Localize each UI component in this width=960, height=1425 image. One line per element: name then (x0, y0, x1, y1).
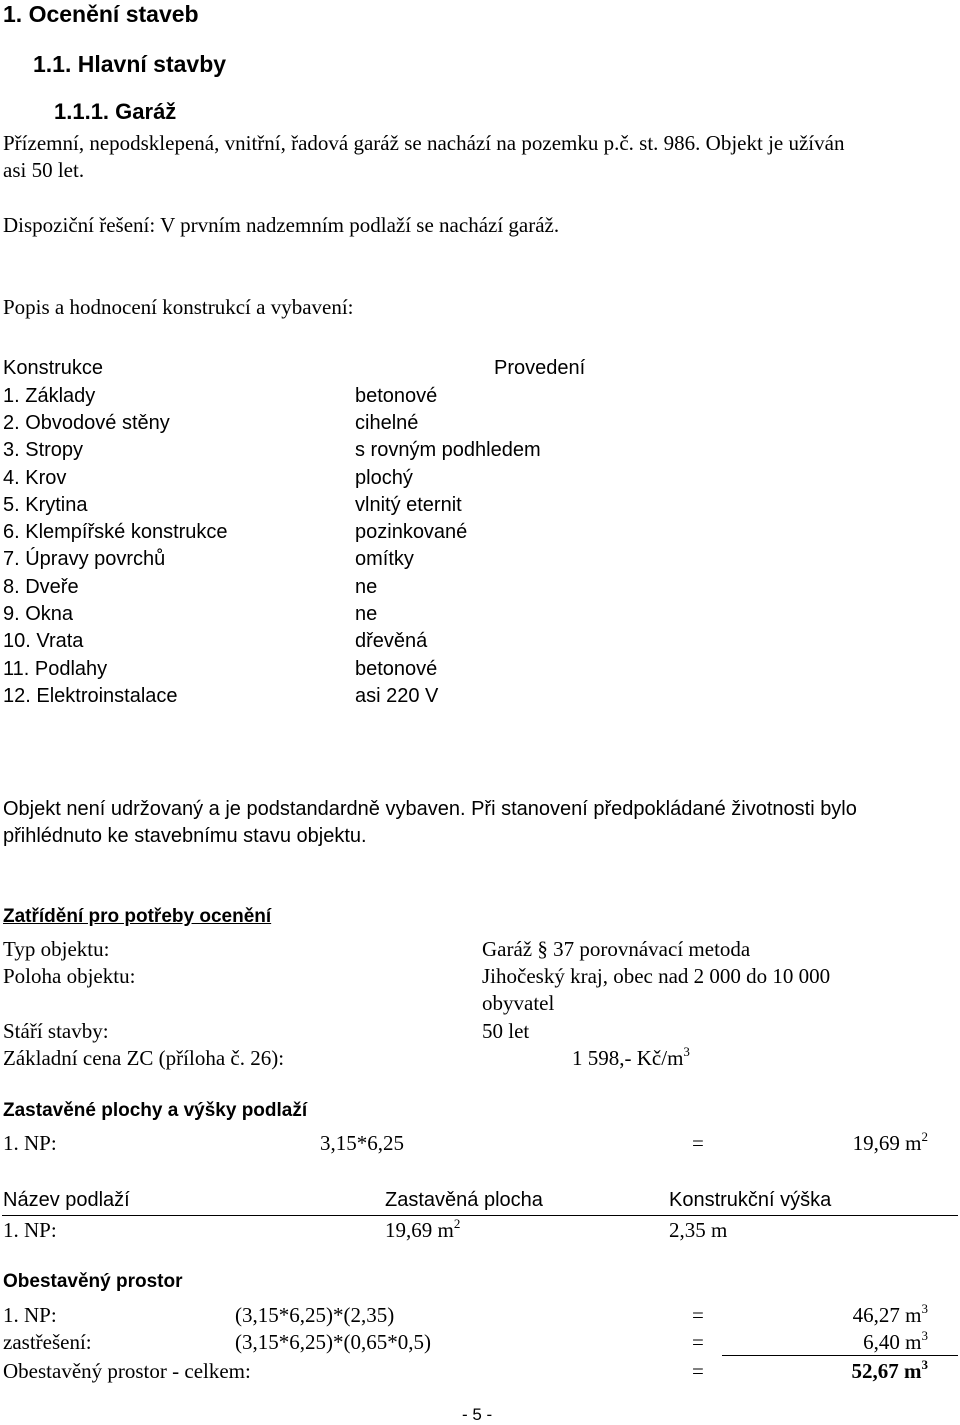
disposition-text: Dispoziční řešení: V prvním nadzemním podlaží se nachází garáž. (3, 213, 560, 237)
construction-value: betonové (355, 658, 438, 680)
heading-level-2: 1.1. Hlavní stavby (33, 51, 227, 77)
popis-title: Popis a hodnocení konstrukcí a vybavení: (3, 295, 354, 319)
construction-value: plochý (355, 467, 413, 489)
construction-value: betonové (355, 385, 438, 407)
floor-table-header-area: Zastavěná plocha (385, 1189, 543, 1211)
plochy-title: Zastavěné plochy a výšky podlaží (3, 1100, 308, 1121)
construction-name: 1. Základy (3, 385, 96, 407)
construction-value: asi 220 V (355, 685, 439, 707)
np-result: 19,69 $m^2$ (852, 1129, 928, 1155)
construction-name: 5. Krytina (3, 494, 88, 516)
cena-value: 1 598,- $Kč/m^3$ (572, 1044, 690, 1070)
equals-sign: = (692, 1303, 704, 1327)
stari-label: Stáří stavby: (3, 1019, 109, 1043)
construction-value: cihelné (355, 412, 419, 434)
volume-row-label: 1. NP: (3, 1303, 57, 1327)
construction-name: 8. Dveře (3, 576, 79, 598)
volume-row-formula: (3,15*6,25)*(2,35) (235, 1303, 395, 1327)
heading-level-1: 1. Ocenění staveb (3, 1, 199, 27)
floor-row-name: 1. NP: (3, 1218, 57, 1242)
equals-sign: = (692, 1359, 704, 1383)
floor-table-header-name: Název podlaží (3, 1189, 130, 1211)
equals-sign: = (692, 1131, 704, 1155)
construction-value: ne (355, 603, 378, 625)
typ-value: Garáž § 37 porovnávací metoda (482, 937, 751, 961)
construction-name: 11. Podlahy (3, 658, 108, 680)
column-header-provedeni: Provedení (494, 357, 586, 379)
zatrideni-title: Zatřídění pro potřeby ocenění (3, 906, 272, 927)
construction-value: dřevěná (355, 630, 428, 652)
obestaveny-title: Obestavěný prostor (3, 1271, 183, 1292)
volume-total-result: 52,67 $m^3$ (851, 1357, 928, 1383)
typ-label: Typ objektu: (3, 937, 110, 961)
column-header-konstrukce: Konstrukce (3, 357, 104, 379)
page-number: - 5 - (462, 1405, 493, 1424)
volume-row-formula: (3,15*6,25)*(0,65*0,5) (235, 1330, 431, 1354)
volume-row-result: 46,27 $m^3$ (852, 1301, 928, 1327)
construction-name: 7. Úpravy povrchů (3, 548, 166, 570)
np-label: 1. NP: (3, 1131, 57, 1155)
floor-row-area: 19,69 $m^2$ (385, 1216, 461, 1242)
construction-name: 2. Obvodové stěny (3, 412, 170, 434)
volume-total-label: Obestavěný prostor - celkem: (3, 1359, 251, 1383)
equals-sign: = (692, 1330, 704, 1354)
heading-level-3: 1.1.1. Garáž (54, 99, 177, 124)
construction-name: 10. Vrata (3, 630, 84, 652)
stari-value: 50 let (482, 1019, 530, 1043)
volume-row-result: 6,40 $m^3$ (863, 1328, 928, 1354)
state-line-1: Objekt není udržovaný a je podstandardně vybaven. Při stanovení předpokládané životnosti bylo (3, 798, 857, 820)
construction-name: 3. Stropy (3, 439, 84, 461)
poloha-label: Poloha objektu: (3, 964, 136, 988)
construction-value: pozinkované (355, 521, 468, 543)
np-formula: 3,15*6,25 (320, 1131, 404, 1155)
poloha-value-line-2: obyvatel (482, 991, 555, 1015)
construction-value: vlnitý eternit (355, 494, 462, 516)
construction-value: s rovným podhledem (355, 439, 541, 461)
state-line-2: přihlédnuto ke stavebnímu stavu objektu. (3, 825, 367, 847)
floor-table-divider (2, 1215, 958, 1216)
construction-name: 12. Elektroinstalace (3, 685, 178, 707)
intro-line-2: asi 50 let. (3, 158, 85, 182)
cena-label: Základní cena ZC (příloha č. 26): (3, 1046, 285, 1070)
volume-row-label: zastřešení: (3, 1330, 92, 1354)
construction-value: ne (355, 576, 378, 598)
poloha-value-line-1: Jihočeský kraj, obec nad 2 000 do 10 000 (482, 964, 831, 988)
floor-table-header-height: Konstrukční výška (669, 1189, 832, 1211)
intro-line-1: Přízemní, nepodsklepená, vnitřní, řadová garáž se nachází na pozemku p.č. st. 986. Objekt je užíván (3, 131, 845, 155)
construction-name: 4. Krov (3, 467, 67, 489)
construction-name: 9. Okna (3, 603, 74, 625)
total-divider (722, 1355, 958, 1356)
floor-row-height: 2,35 m (669, 1218, 728, 1242)
construction-name: 6. Klempířské konstrukce (3, 521, 228, 543)
construction-value: omítky (355, 548, 414, 570)
